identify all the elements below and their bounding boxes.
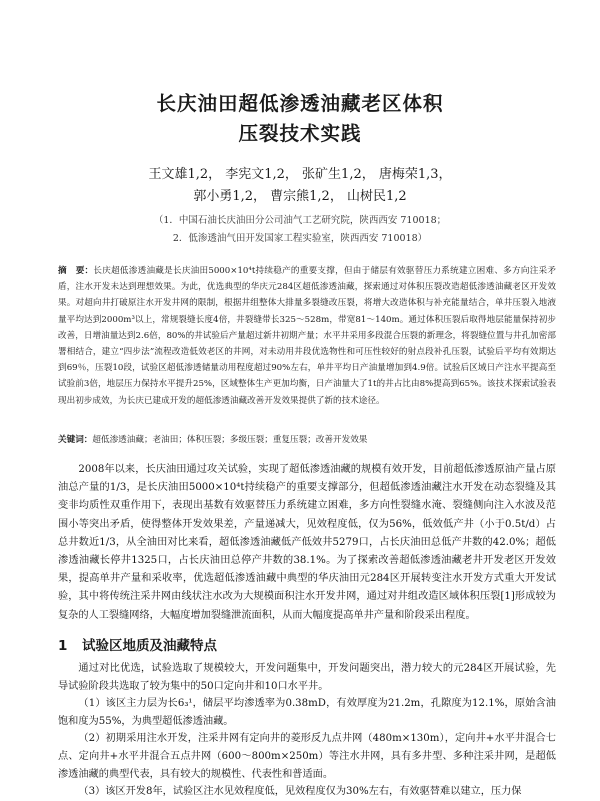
paper-title-line-2: 压裂技术实践 [238, 122, 362, 145]
section-paragraph: （3）该区开发8年，试验区注水见效程度低，见效程度仅为30%左右，有效驱替难以建立，压力保 [78, 786, 522, 798]
abstract [58, 263, 556, 409]
section-paragraph: 通过对比优选，试验选取了规模较大，开发问题集中，开发问题突出，潜力较大的元284区开展试验，先导试验阶段共选取了较为集中的50口定向井和10口水平井。 [58, 663, 556, 692]
affiliation-2: 2．低渗透油气田开发国家工程实验室，陕西西安 710018） [172, 233, 428, 244]
section-heading [58, 634, 556, 654]
section-paragraph: （1）该区主力层为长6₃¹，储层平均渗透率为0.38mD，有效厚度为21.2m，孔隙度为12.1%，原始含油饱和度为55%，为典型超低渗透油藏。 [58, 698, 556, 727]
keywords [58, 432, 556, 448]
authors-line-2: 郭小勇1,2， 曹宗熊1,2， 山树民1,2 [193, 189, 407, 204]
keywords-label: 关键词： [58, 435, 93, 445]
intro-paragraph: 2008年以来，长庆油田通过攻关试验，实现了超低渗透油藏的规模有效开发，目前超低渗透原油产量占原油总产量的1/3，是长庆油田5000×10⁴t持续稳产的重要支撑部分，但超低渗透油藏注水开发在动态裂缝及其变非均质性双重作用下，表现出基数有效驱替压力系统建立困难，多方向性裂缝水淹、裂缝侧向注入水波及范围小等突出矛盾，使得整体开发效果差，产量递减大，见效程度低，仅为56%，低效低产井（小于0.5t/d）占总井数近1/3，从全油田对比来看，超低渗透油藏低产低效井5279口，占长庆油田总低产井数的42.0%；超低渗透油藏长停井1325口，占长庆油田总停产井数的38.1%。为了探索改善超低渗透油藏老井开发老区开发效果，提高单井产量和采收率，优选超低渗透油藏中典型的华庆油田元284区开展转变注水开发方式重大开发试验，其中将传统注采井网由线状注水改为大规模面积注水开发井网，通过对井组改造区域体积压裂[1]形成较为复杂的人工裂缝网络，大幅度增加裂缝泄流面积，从而大幅度提高单井产量和阶段采出程度。 [58, 464, 556, 621]
keywords-text: 超低渗透油藏；老油田；体积压裂；多级压裂；重复压裂；改善开发效果 [92, 435, 368, 445]
section-paragraph: （2）初期采用注水开发，注采井网有定向井的菱形反九点井网（480m×130m），定向井+水平井混合七点、定向井+水平井混合五点井网（600～800m×250m）等注水井网，具有多井型、多种注采井网，是超低渗透油藏的典型代表，具有较大的规模性、代表性和普适面。 [58, 733, 556, 780]
section-title: 试验区地质及油藏特点 [82, 638, 217, 654]
introduction [58, 461, 556, 625]
affiliation-1: （1．中国石油长庆油田分公司油气工艺研究院，陕西西安 710018； [153, 215, 447, 226]
authors-line-1: 王文雄1,2， 李宪文1,2， 张矿生1,2， 唐梅荣1,3， [148, 167, 452, 182]
section-number: 1 [58, 638, 68, 654]
abstract-label: 摘 要： [58, 266, 94, 276]
paper-title-line-1: 长庆油田超低渗透油藏老区体积 [156, 92, 444, 115]
section-body [58, 660, 556, 798]
abstract-text: 长庆超低渗透油藏是长庆油田5000×10⁴t持续稳产的重要支撑，但由于储层有效驱替压力系统建立困难、多方向注采矛盾，注水开发未达到理想效果。为此，优选典型的华庆元284区超低渗透油藏，探索通过对体积压裂改造超低渗透油藏老区开发效果。对超向井打破原注水开发井网的限制，根据井组整体大排量多裂缝改压裂，将增大改造体积与补充能量结合，单井压裂入地液量平均达到2000m³以上，常规裂缝长度4倍，井裂缝带长325～528m，带宽81～140m。通过体积压裂后取得地层能量保持初步改善，日增油量达到2.6倍，80%的井试验后产量超过新井初期产量；水平井采用多段混合压裂的新理念，将裂缝位置与井孔加密部署相结合，建立“四步法”流程改造低效老区的井网，对未动用井段优选物性和可压性较好的射点段补孔压裂，试验后平均有效期达到69％，压裂10段，试验区超低渗透储量动用程度超过90%左右，单井平均日产油量增加到4.9倍。试验后区域日产注水平提高至试验前3倍，地层压力保持水平提升25%，区域整体生产更加均衡，日产油量大了1t的井占比由8%提高到65%。该技术探索试验表现出初步成效，为长庆已建成开发的超低渗透油藏改善开发效果提供了新的技术途径。 [58, 266, 556, 406]
